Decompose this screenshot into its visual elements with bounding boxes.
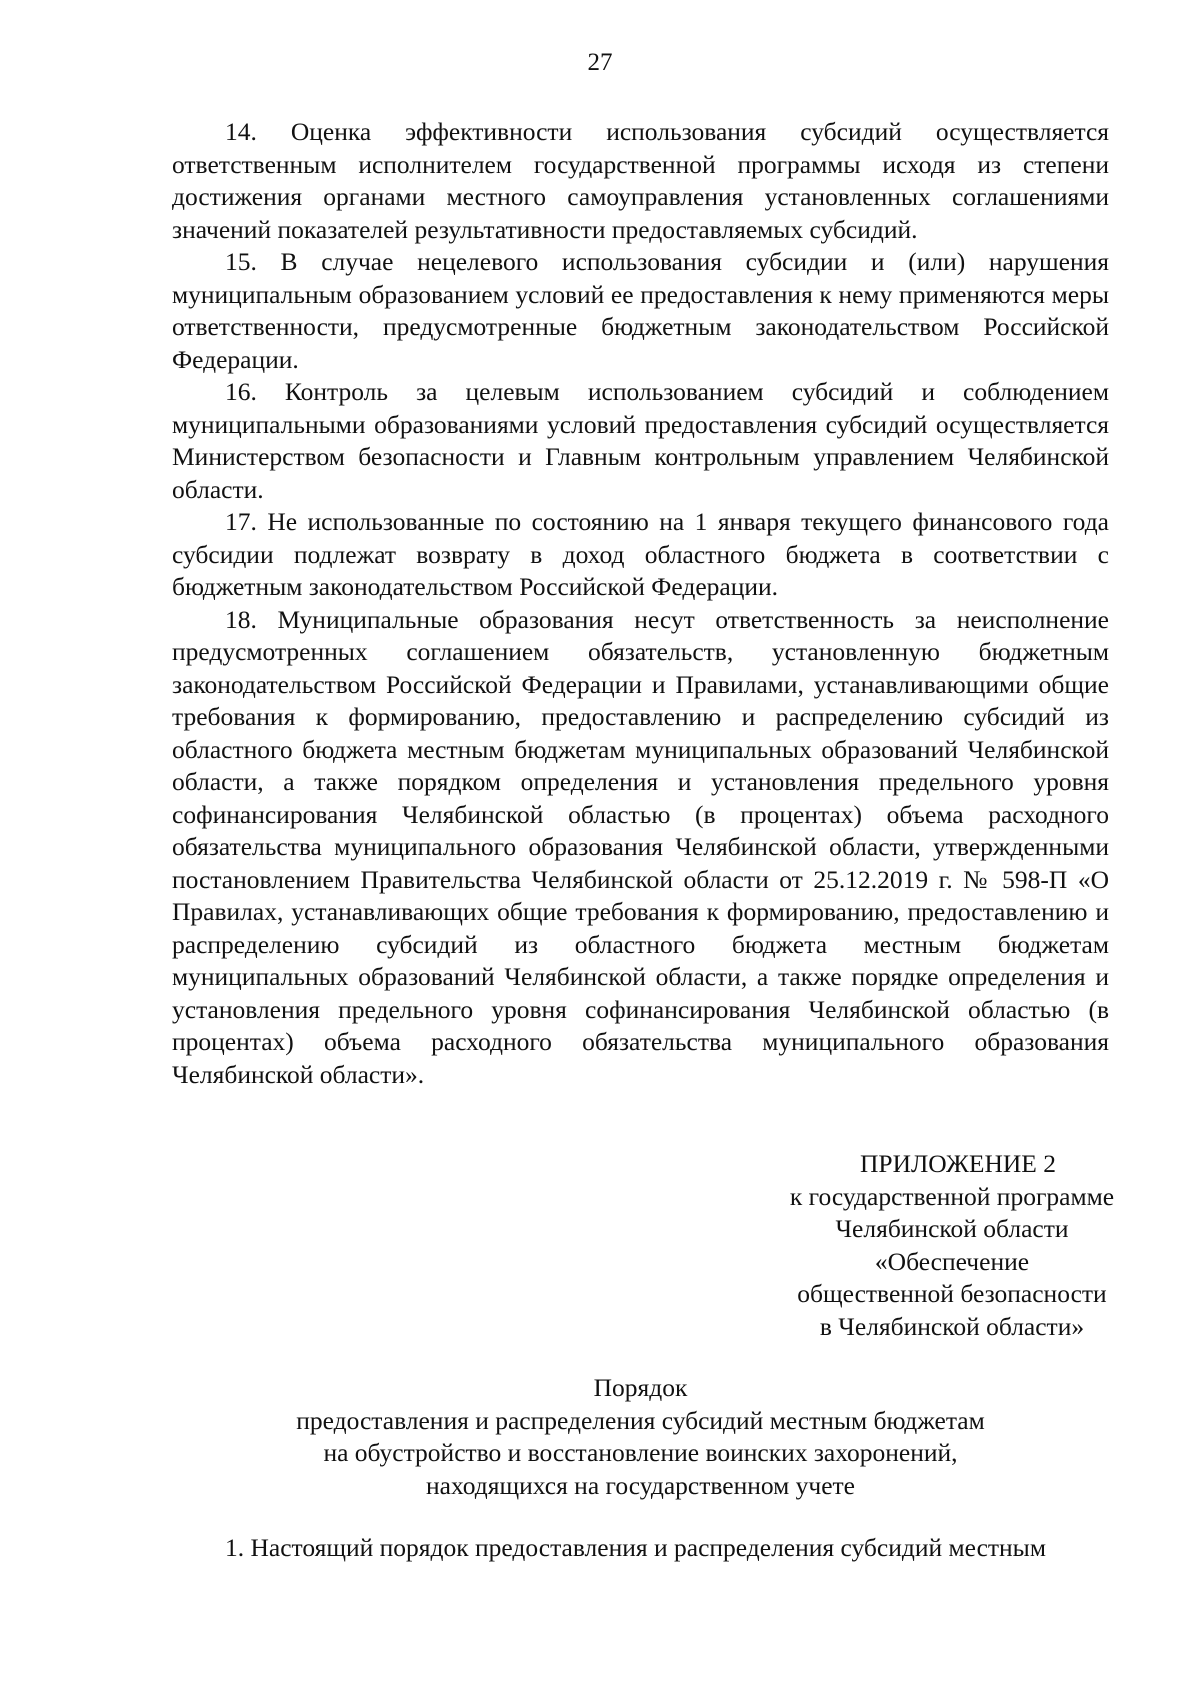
appendix-block [752,1148,1152,1343]
order-subtitle-line: на обустройство и восстановление воинских захоронений, [323,1438,958,1467]
paragraph-16: 16. Контроль за целевым использованием субсидий и соблюдением муниципальными образованиями условий предоставления субсидий осуществляется Министерством безопасности и Главным контрольным управлением Челябинской области. [172,377,1109,504]
appendix-line: общественной безопасности [797,1279,1107,1308]
appendix-line: «Обеспечение [874,1246,1030,1276]
order-subtitle-line: находящихся на государственном учете [426,1470,855,1500]
paragraph-17: 17. Не использованные по состоянию на 1 января текущего финансового года субсидии подлежат возврату в доход областного бюджета в соответствии с бюджетным законодательством Российской Федерации. [172,507,1109,601]
document-body [172,116,1109,1091]
order-subtitle-line: предоставления и распределения субсидий местным бюджетам [296,1405,985,1435]
paragraph-15: 15. В случае нецелевого использования субсидии и (или) нарушения муниципальным образованием условий ее предоставления к нему применяются меры ответственности, предусмотренные бюджетным законодательством Российской Федерации. [172,247,1109,374]
appendix-line: в Челябинской области» [819,1311,1085,1341]
appendix-line: Челябинской области [835,1214,1069,1243]
page-number: 27 [587,49,613,76]
order-title: Порядок [593,1373,688,1402]
paragraph-14: 14. Оценка эффективности использования субсидий осуществляется ответственным исполнителем государственной программы исходя из степени достижения органами местного самоуправления установленных соглашениями значений показателей результативности предоставляемых субсидий. [172,117,1109,244]
paragraph-1: 1. Настоящий порядок предоставления и распределения субсидий местным [225,1533,1046,1562]
appendix-title: ПРИЛОЖЕНИЕ 2 [859,1149,1057,1178]
paragraph-18: 18. Муниципальные образования несут ответственность за неисполнение предусмотренных соглашением обязательств, установленную бюджетным законодательством Российской Федерации и Правилами, устанавливающими общие требования к формированию, предоставлению и распределению субсидий из областного бюджета местным бюджетам муниципальных образований Челябинской области, а также порядком определения и установления предельного уровня софинансирования Челябинской областью (в процентах) объема расходного обязательства муниципального образования Челябинской области, утвержденными постановлением Правительства Челябинской области от 25.12.2019 г. № 598-П «О Правилах, устанавливающих общие требования к формированию, предоставлению и распределению субсидий из областного бюджета местным бюджетам муниципальных образований Челябинской области, а также порядке определения и установления предельного уровня софинансирования Челябинской областью (в процентах) объема расходного обязательства муниципального образования Челябинской области». [172,604,1109,1089]
order-heading [172,1372,1109,1502]
appendix-line: к государственной программе [789,1181,1115,1211]
